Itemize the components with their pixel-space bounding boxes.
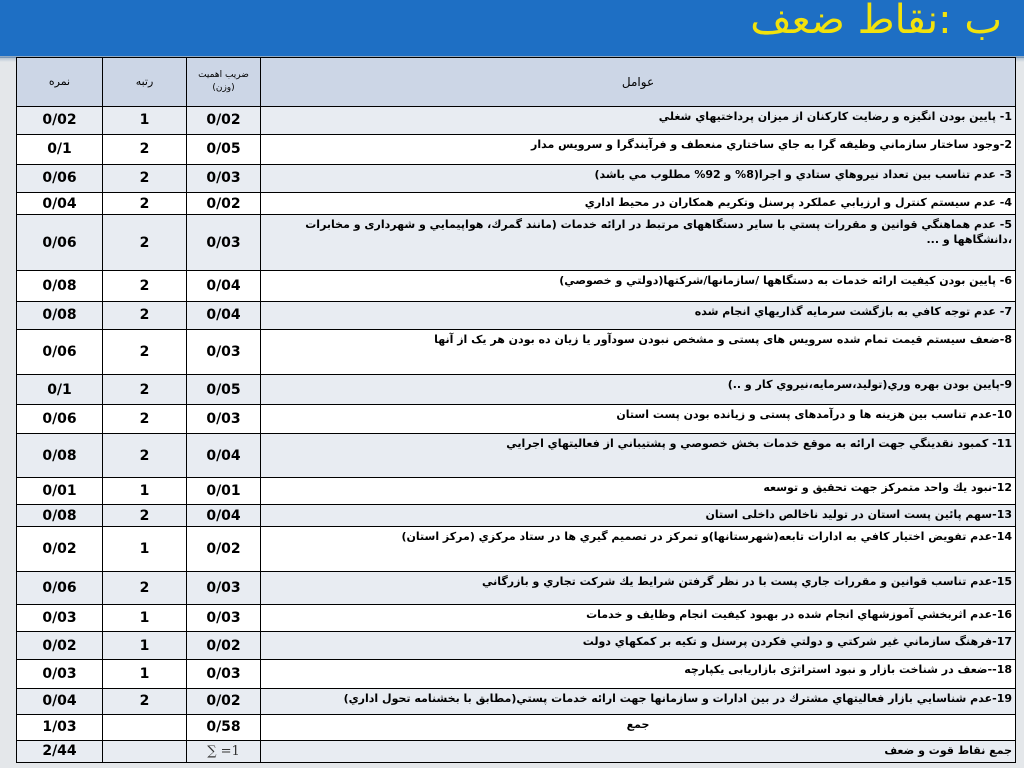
weight-cell: 0/03 bbox=[187, 571, 261, 605]
weight-cell: 0/04 bbox=[187, 271, 261, 301]
sum-equals-one-cell: ∑ =1 bbox=[187, 740, 261, 763]
score-cell: 0/03 bbox=[17, 660, 103, 688]
rank-cell: 2 bbox=[103, 135, 187, 164]
table-row bbox=[17, 405, 1016, 433]
total-score-cell: 1/03 bbox=[17, 715, 103, 740]
factor-cell: 4- عدم سيستم كنترل و ارزيابي عملكرد پرسنل وتكريم همكاران در محيط اداري bbox=[261, 193, 1016, 215]
weight-cell: 0/03 bbox=[187, 405, 261, 433]
rank-cell: 2 bbox=[103, 301, 187, 329]
header-score: نمره bbox=[17, 58, 103, 107]
table-row bbox=[17, 571, 1016, 605]
rank-cell: 2 bbox=[103, 330, 187, 375]
weight-cell: 0/03 bbox=[187, 330, 261, 375]
score-cell: 0/08 bbox=[17, 301, 103, 329]
header-weight: ضريب اهميت (وزن) bbox=[187, 58, 261, 107]
grand-total-score-cell: 2/44 bbox=[17, 740, 103, 763]
weight-cell: 0/04 bbox=[187, 433, 261, 478]
table-row bbox=[17, 330, 1016, 375]
weight-cell: 0/02 bbox=[187, 106, 261, 134]
factor-cell: 5- عدم هماهنگي قوانين و مقررات پستي با ساير دستگاههای مرتبط در ارائه خدمات (مانند گمرك، هواپيمايي و شهرداری و مخابرات ،دانشگاهها و ... bbox=[261, 215, 1016, 271]
weight-cell: 0/02 bbox=[187, 527, 261, 572]
score-cell: 0/03 bbox=[17, 605, 103, 631]
score-cell: 0/1 bbox=[17, 374, 103, 404]
rank-cell: 2 bbox=[103, 271, 187, 301]
rank-cell: 2 bbox=[103, 405, 187, 433]
score-cell: 0/02 bbox=[17, 527, 103, 572]
weight-cell: 0/03 bbox=[187, 660, 261, 688]
table-row bbox=[17, 631, 1016, 659]
total-label-cell: جمع bbox=[261, 715, 1016, 740]
weight-cell: 0/02 bbox=[187, 193, 261, 215]
slide-title: ب :نقاط ضعف bbox=[750, 0, 1002, 43]
weight-cell: 0/03 bbox=[187, 215, 261, 271]
rank-cell: 1 bbox=[103, 527, 187, 572]
rank-cell: 1 bbox=[103, 660, 187, 688]
score-cell: 0/06 bbox=[17, 215, 103, 271]
rank-cell: 2 bbox=[103, 688, 187, 714]
header-factors: عوامل bbox=[261, 58, 1016, 107]
factor-cell: 19-عدم شناسايي بازار فعاليتهاي مشترك در بين ادارات و سازمانها جهت ارائه خدمات پستي(مطابق با بخشنامه تحول اداري) bbox=[261, 688, 1016, 714]
factor-cell: 18--ضعف در شناخت بازار و نبود استراتژی بازاريابی يكپارچه bbox=[261, 660, 1016, 688]
factor-cell: 14-عدم تفويض اختيار كافي به ادارات تابعه(شهرستانها)و تمركز در تصميم گيري ها در ستاد مركزي (مركز استان) bbox=[261, 527, 1016, 572]
table-row bbox=[17, 504, 1016, 526]
grand-total-label-cell: جمع نقاط قوت و ضعف bbox=[261, 740, 1016, 763]
weight-cell: 0/03 bbox=[187, 164, 261, 192]
table-row bbox=[17, 478, 1016, 504]
factor-cell: 11- كمبود نقدينگي جهت ارائه به موقع خدمات بخش خصوصي و پشتيباني از فعاليتهاي اجرايي bbox=[261, 433, 1016, 478]
factor-cell: 7- عدم توجه كافي به بازگشت سرمايه گذاريهاي انجام شده bbox=[261, 301, 1016, 329]
factor-cell: 15-عدم تناسب قوانين و مقررات جاري پست با در نظر گرفتن شرايط يك شركت تجاري و بازرگاني bbox=[261, 571, 1016, 605]
score-cell: 0/08 bbox=[17, 271, 103, 301]
table-row bbox=[17, 660, 1016, 688]
table-row bbox=[17, 135, 1016, 164]
weight-cell: 0/02 bbox=[187, 631, 261, 659]
score-cell: 0/04 bbox=[17, 193, 103, 215]
slide-header bbox=[0, 0, 1024, 58]
total-rank-cell bbox=[103, 715, 187, 740]
rank-cell: 1 bbox=[103, 631, 187, 659]
rank-cell: 2 bbox=[103, 164, 187, 192]
weight-cell: 0/05 bbox=[187, 135, 261, 164]
table-row bbox=[17, 106, 1016, 134]
score-cell: 0/08 bbox=[17, 433, 103, 478]
weight-cell: 0/02 bbox=[187, 688, 261, 714]
rank-cell: 2 bbox=[103, 215, 187, 271]
grand-total-rank-cell bbox=[103, 740, 187, 763]
score-cell: 0/06 bbox=[17, 164, 103, 192]
score-cell: 0/02 bbox=[17, 106, 103, 134]
factor-cell: 13-سهم پائين پست استان در توليد ناخالص داخلی استان bbox=[261, 504, 1016, 526]
factor-cell: 6- پايين بودن كيفيت ارائه خدمات به دستگاهها /سازمانها/شركتها(دولتي و خصوصي) bbox=[261, 271, 1016, 301]
table-row bbox=[17, 374, 1016, 404]
score-cell: 0/06 bbox=[17, 405, 103, 433]
total-row bbox=[17, 715, 1016, 740]
score-cell: 0/01 bbox=[17, 478, 103, 504]
score-cell: 0/1 bbox=[17, 135, 103, 164]
factor-cell: 17-فرهنگ سازماني غير شركتي و دولتي فكردن پرسنل و تكيه بر كمكهاي دولت bbox=[261, 631, 1016, 659]
weight-cell: 0/04 bbox=[187, 504, 261, 526]
weight-cell: 0/04 bbox=[187, 301, 261, 329]
factor-cell: 9-پايين بودن بهره وري(توليد،سرمايه،نيروي كار و ..) bbox=[261, 374, 1016, 404]
rank-cell: 2 bbox=[103, 433, 187, 478]
table-row bbox=[17, 688, 1016, 714]
weight-cell: 0/01 bbox=[187, 478, 261, 504]
table-row bbox=[17, 164, 1016, 192]
score-cell: 0/08 bbox=[17, 504, 103, 526]
rank-cell: 2 bbox=[103, 374, 187, 404]
weight-cell: 0/05 bbox=[187, 374, 261, 404]
rank-cell: 2 bbox=[103, 571, 187, 605]
weight-cell: 0/03 bbox=[187, 605, 261, 631]
factor-cell: 1- پايين بودن انگيزه و رضايت كاركنان از ميزان پرداختيهاي شغلي bbox=[261, 106, 1016, 134]
factor-cell: 2-وجود ساختار سازماني وظيفه گرا به جاي ساختاري منعطف و فرآيندگرا و سرويس مدار bbox=[261, 135, 1016, 164]
rank-cell: 2 bbox=[103, 193, 187, 215]
rank-cell: 1 bbox=[103, 106, 187, 134]
table-row bbox=[17, 271, 1016, 301]
factor-cell: 12-نبود يك واحد متمركز جهت تحقيق و توسعه bbox=[261, 478, 1016, 504]
score-cell: 0/02 bbox=[17, 631, 103, 659]
score-cell: 0/04 bbox=[17, 688, 103, 714]
header-row bbox=[17, 58, 1016, 107]
table-row bbox=[17, 215, 1016, 271]
rank-cell: 1 bbox=[103, 478, 187, 504]
header-rank: رتبه bbox=[103, 58, 187, 107]
table-row bbox=[17, 433, 1016, 478]
factor-cell: 16-عدم اثربخشي آموزشهاي انجام شده در بهبود كيفيت انجام وظايف و خدمات bbox=[261, 605, 1016, 631]
factor-cell: 8-ضعف سيستم قيمت تمام شده سرويس های پستی و مشخص نبودن سودآور يا زيان ده بودن هر يک از آنها bbox=[261, 330, 1016, 375]
weakness-table bbox=[16, 57, 1016, 763]
table-row bbox=[17, 193, 1016, 215]
table-row bbox=[17, 301, 1016, 329]
grand-total-row bbox=[17, 740, 1016, 763]
total-weight-cell: 0/58 bbox=[187, 715, 261, 740]
score-cell: 0/06 bbox=[17, 571, 103, 605]
rank-cell: 1 bbox=[103, 605, 187, 631]
score-cell: 0/06 bbox=[17, 330, 103, 375]
table-row bbox=[17, 605, 1016, 631]
table-row bbox=[17, 527, 1016, 572]
factor-cell: 3- عدم تناسب بين تعداد نيروهاي ستادي و اجرا(8% و 92% مطلوب مي باشد) bbox=[261, 164, 1016, 192]
factor-cell: 10-عدم تناسب بين هزينه ها و درآمدهای پستی و زيانده بودن پست استان bbox=[261, 405, 1016, 433]
rank-cell: 2 bbox=[103, 504, 187, 526]
